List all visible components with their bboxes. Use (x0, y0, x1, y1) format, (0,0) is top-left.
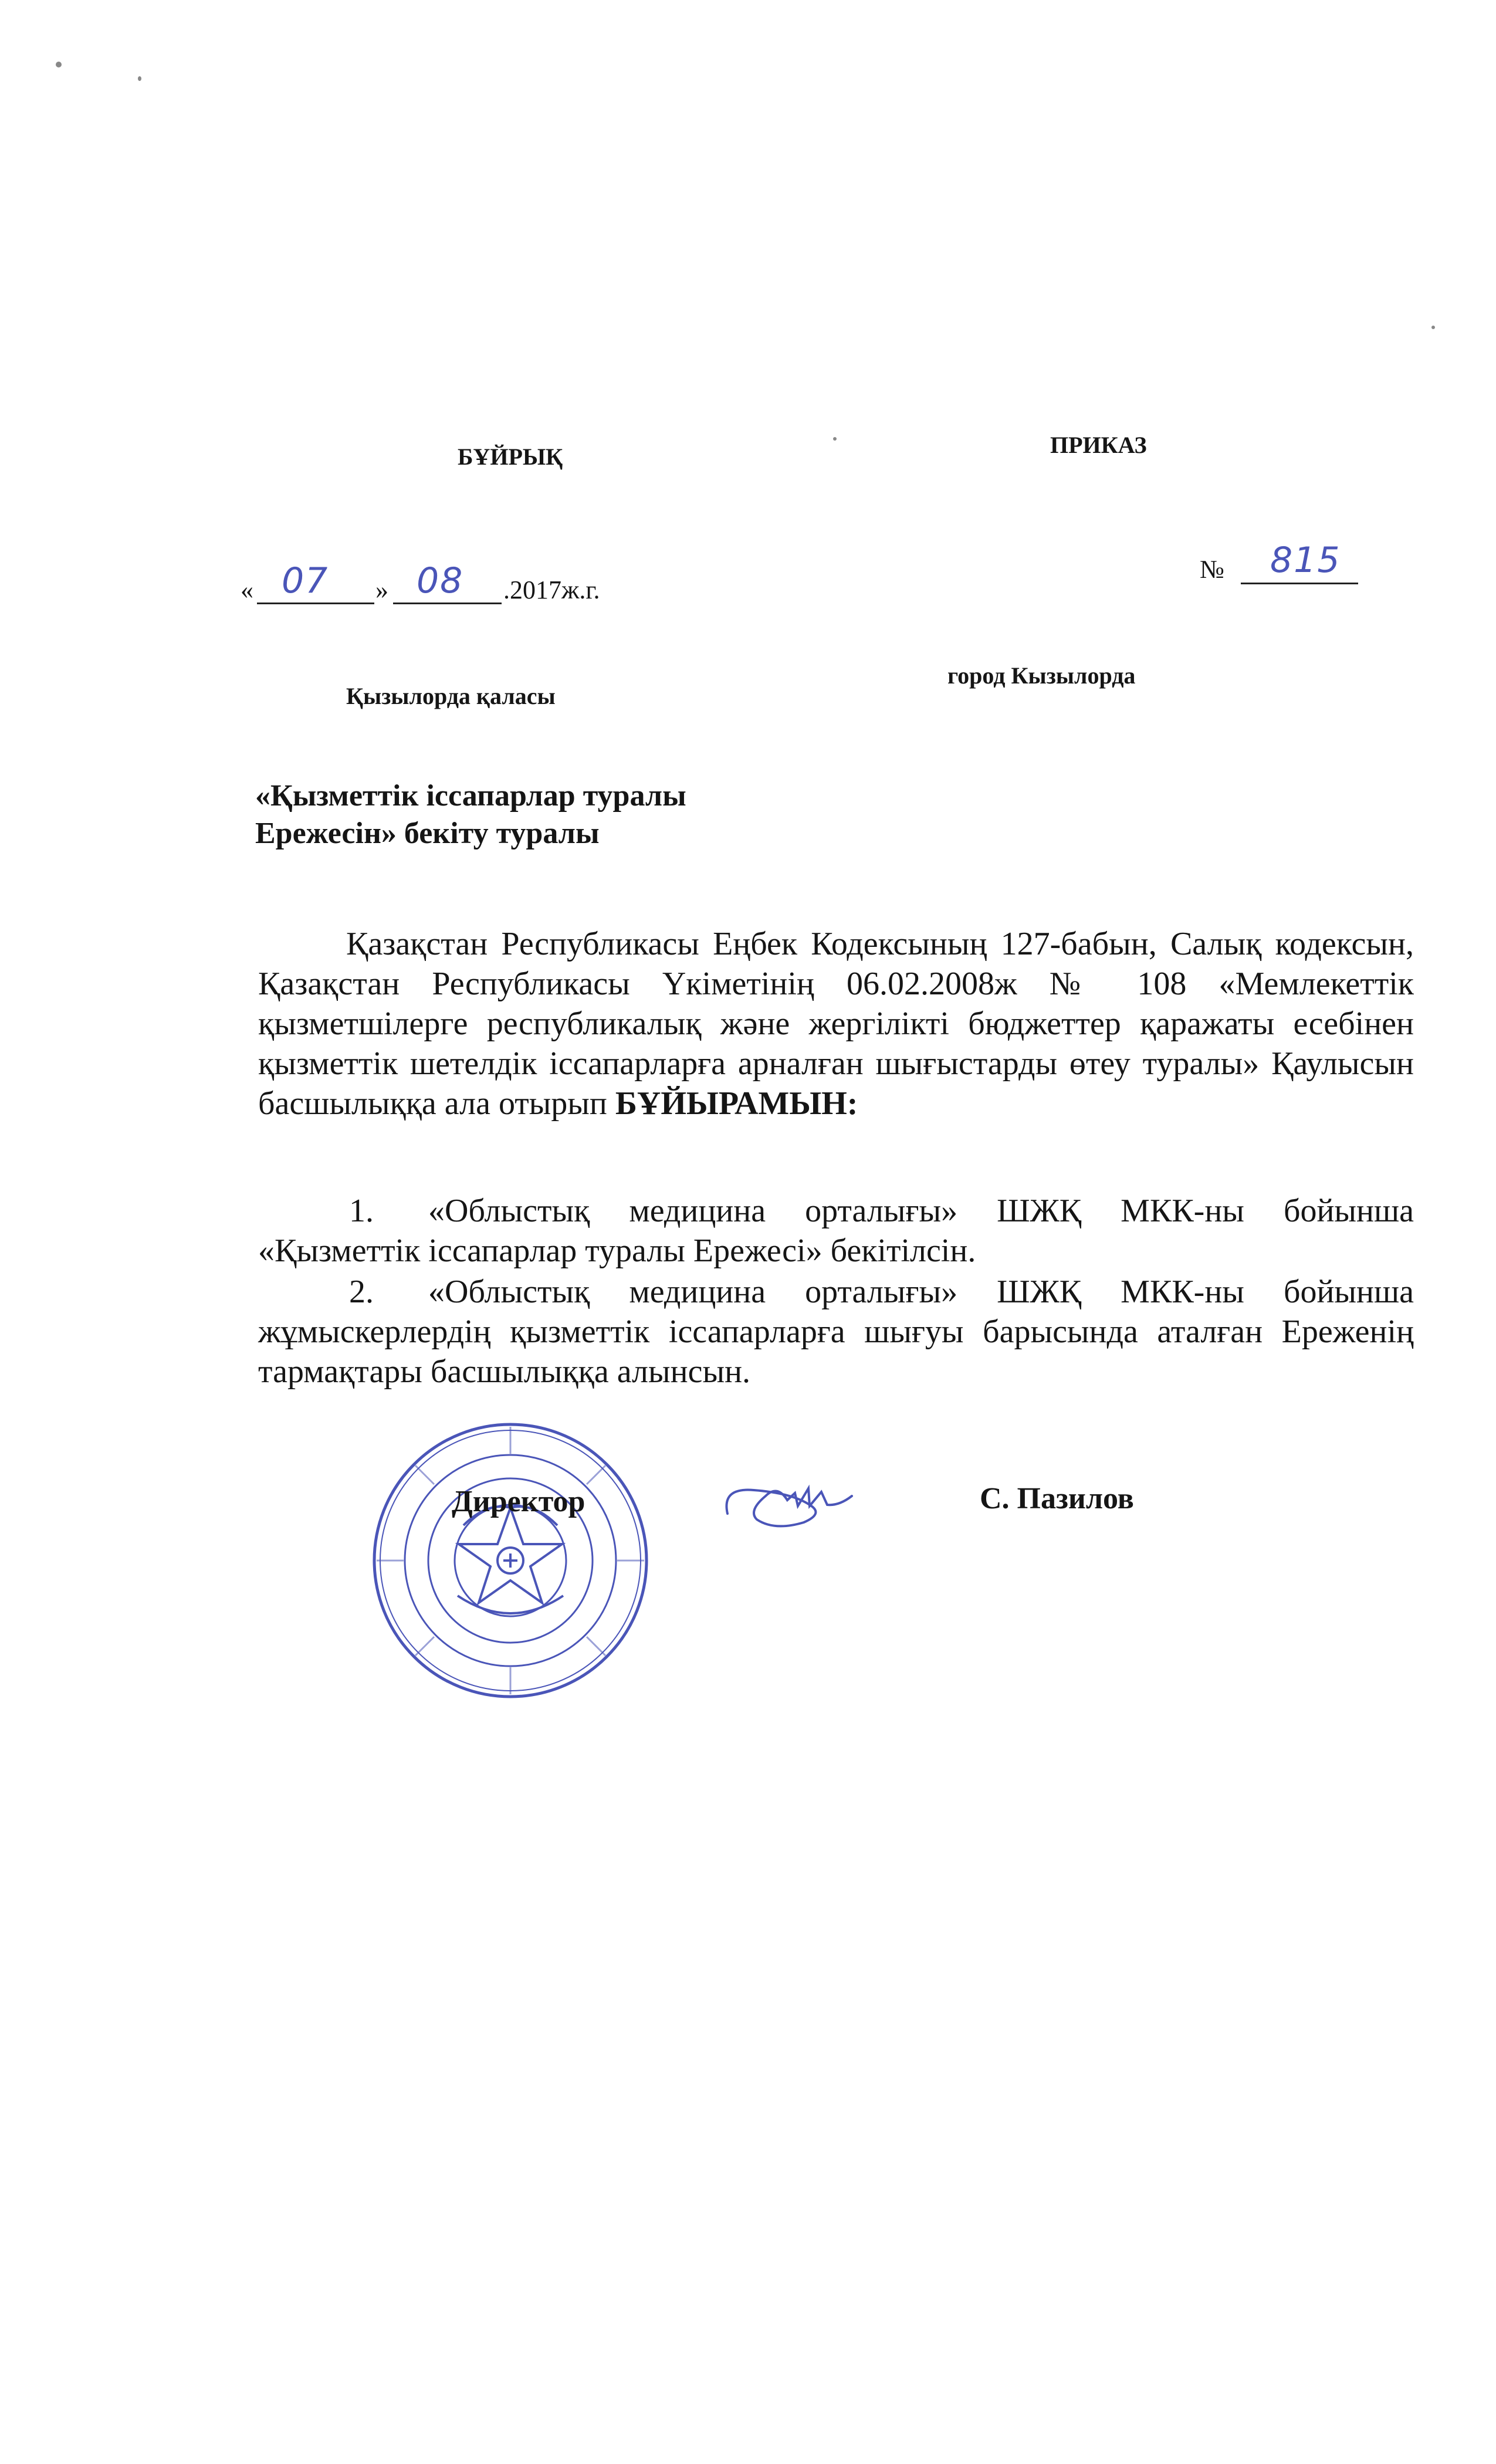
scan-speck (1431, 326, 1435, 329)
number-underline (1241, 583, 1358, 584)
subject-line-1: «Қызметтік іссапарлар туралы (255, 779, 686, 813)
handwritten-signature (722, 1470, 857, 1540)
official-seal (370, 1420, 651, 1701)
body-paragraph (258, 924, 1414, 1123)
number-sign: № (1200, 555, 1224, 584)
item-1-number: 1. (349, 1193, 374, 1229)
number-handwritten: 815 (1270, 540, 1341, 581)
subject-title (255, 777, 686, 852)
date-year: .2017ж.г. (503, 576, 600, 604)
day-underline (257, 603, 374, 604)
ru-title: ПРИКАЗ (1050, 432, 1147, 458)
date-close-quote: » (375, 576, 388, 604)
item-1-text: «Облыстық медицина орталығы» ШЖҚ МКК-ны бойынша (428, 1193, 1414, 1229)
scan-speck (138, 76, 141, 81)
day-handwritten: 07 (282, 560, 329, 601)
order-number (1200, 540, 1376, 595)
item-2-number: 2. (349, 1274, 374, 1310)
month-underline (393, 603, 502, 604)
date-line (241, 560, 769, 613)
scan-speck (833, 437, 837, 441)
order-word: БҰЙЫРАМЫН: (615, 1085, 858, 1122)
kz-title: БҰЙРЫҚ (458, 444, 563, 470)
date-open-quote: « (241, 576, 253, 604)
scan-speck (56, 62, 62, 67)
item-1-rest: «Қызметтік іссапарлар туралы Ережесі» бекітілсін. (258, 1233, 976, 1269)
body-text: Қазақстан Республикасы Еңбек Кодексының 127-бабын, Салық кодексын, Қазақстан Республикасы Үкіметінің 06.02.2008ж № 108 «Мемлекеттік қызметшілерге республикалық және жергілікті бюджеттер қаражаты есебінен қызметтік шетелдік іссапарларға арналған шығыстарды өтеу туралы» Қаулысын басшылыққа ала отырып (258, 926, 1414, 1122)
place-ru: город Кызылорда (947, 662, 1136, 689)
subject-line-2: Ережесін» бекіту туралы (255, 817, 600, 850)
item-2-text: «Облыстық медицина орталығы» ШЖҚ МКК-ны бойынша (428, 1274, 1414, 1310)
director-label: Директор (452, 1485, 585, 1518)
month-handwritten: 08 (417, 560, 464, 601)
item-2-rest: жұмыскерлердің қызметтік іссапарларға шығуы барысында аталған Ереженің тармақтары басшылыққа алынсын. (258, 1314, 1414, 1390)
place-kz: Қызылорда қаласы (346, 683, 556, 709)
signatory-name: С. Пазилов (980, 1482, 1134, 1515)
